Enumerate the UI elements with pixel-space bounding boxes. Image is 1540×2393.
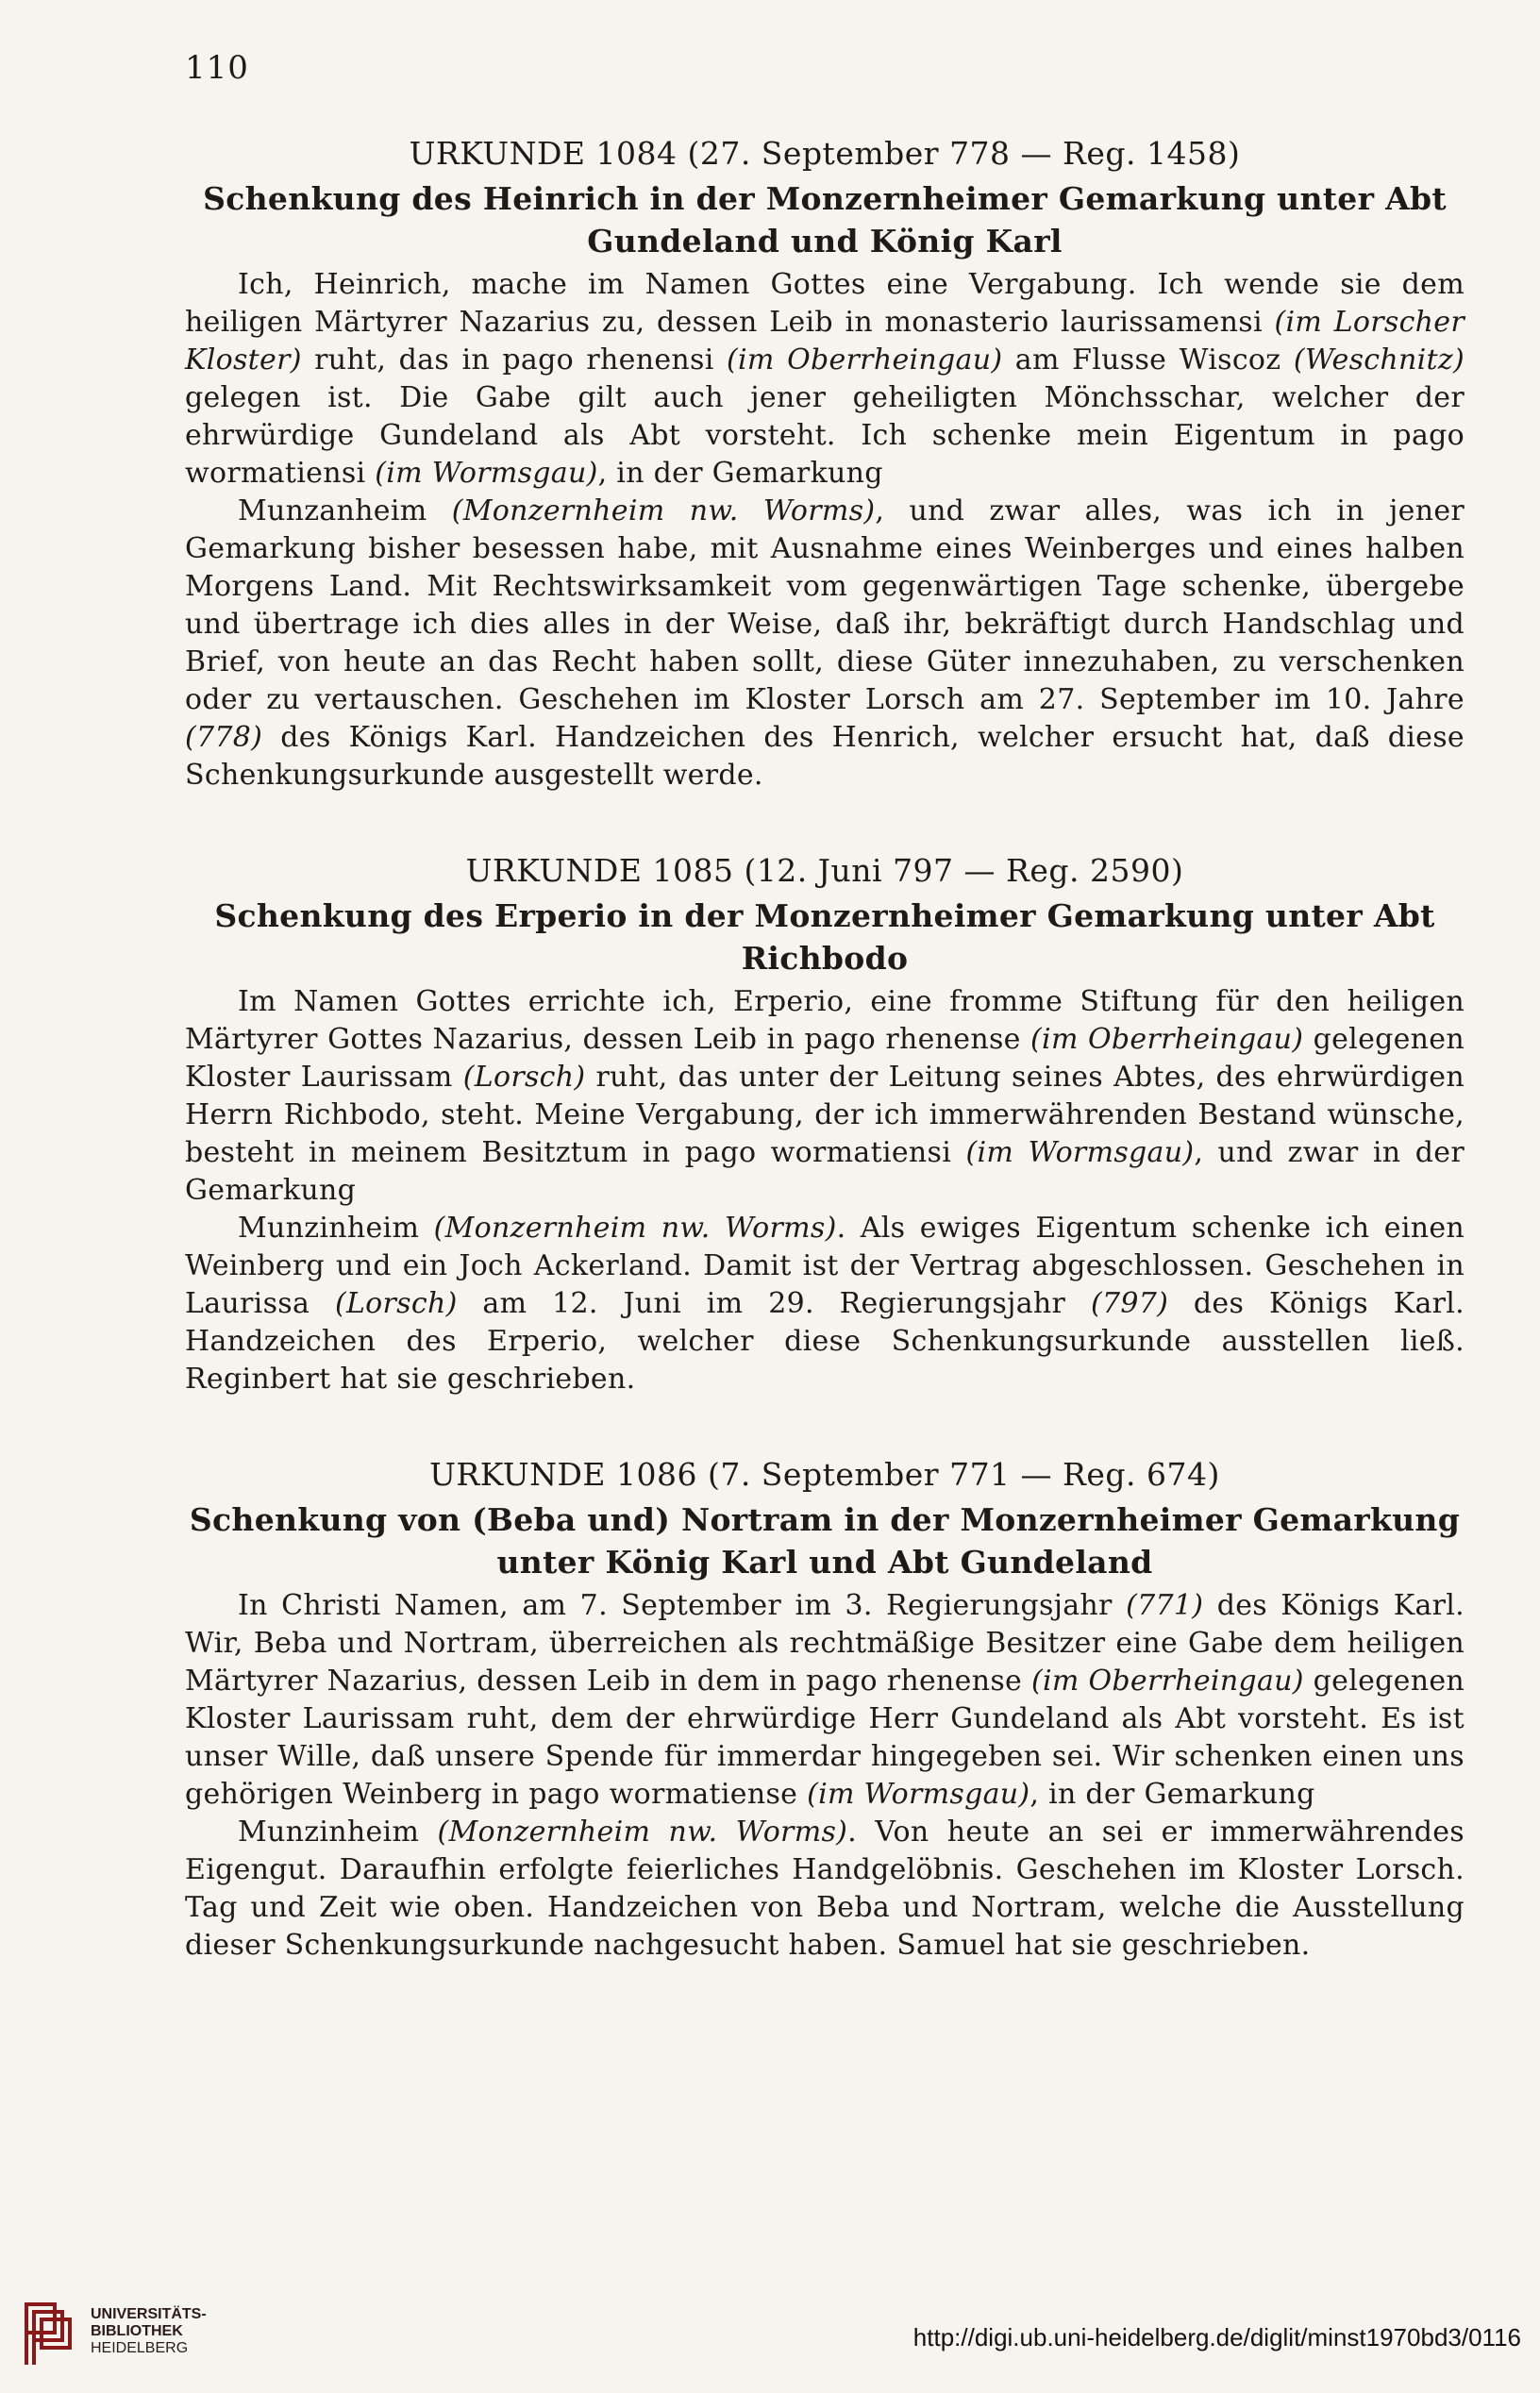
paragraph bbox=[185, 493, 1465, 795]
logo-strokes bbox=[26, 2304, 70, 2365]
text-run: ruht, das in pago rhenensi bbox=[301, 343, 728, 377]
text-run: gelegenen Kloster Laurissam bbox=[185, 1023, 1465, 1094]
section-title: Schenkung des Heinrich in der Monzernheimer Gemarkung unter Abt Gundeland und König Karl bbox=[203, 180, 1447, 259]
section-title: Schenkung des Erperio in der Monzernheimer Gemarkung unter Abt Richbodo bbox=[214, 897, 1435, 977]
text-run: gelegenen Kloster Laurissam ruht, dem der ehrwürdige Herr Gundeland als Abt vorsteht. Es ist unser Wille, daß unsere Spende für immerdar hingegeben sei. Wir schenken einen uns gehörigen Weinberg in pago wormatiense bbox=[185, 1665, 1465, 1811]
italic-gloss: (im Oberrheingau) bbox=[727, 343, 1003, 377]
footer bbox=[0, 2276, 1540, 2393]
italic-gloss: (Monzernheim nw. Worms) bbox=[437, 1816, 848, 1849]
text-run: ruht, das unter der Leitung seines Abtes, des ehrwürdigen Herrn Richbodo, steht. Meine Vergabung, der ich immerwährenden Bestand wünsche, besteht in meinem Besitztum in pago wormatiensi bbox=[185, 1061, 1465, 1169]
library-logo-icon bbox=[21, 2295, 83, 2370]
page-number: 110 bbox=[185, 49, 249, 87]
text-run: , und zwar alles, was ich in jener Gemarkung bisher besessen habe, mit Ausnahme eines Weinberges und eines halben Morgens Land. Mit Rechtswirksamkeit vom gegenwärtigen Tage schenke, übergebe und übertrage ich dies alles in der Weise, daß ihr, bekräftigt durch Handschlag und Brief, von heute an das Recht haben sollt, diese Güter innezuhaben, zu verschenken oder zu vertauschen. Geschehen im Kloster Lorsch am 27. September im 10. Jahre bbox=[185, 494, 1465, 716]
italic-gloss: (Weschnitz) bbox=[1293, 343, 1465, 377]
italic-gloss: (797) bbox=[1090, 1287, 1169, 1320]
text-run: Munzinheim bbox=[238, 1816, 438, 1849]
italic-gloss: (im Wormsgau) bbox=[375, 457, 598, 490]
text-run: Munzinheim bbox=[238, 1212, 434, 1245]
text-run: Im Namen Gottes errichte ich, Erperio, eine fromme Stiftung für den heiligen Märtyrer Gottes Nazarius, dessen Leib in pago rhenense bbox=[185, 985, 1465, 1056]
section-heading: URKUNDE 1085 (12. Juni 797 — Reg. 2590) bbox=[465, 852, 1184, 889]
paragraph bbox=[185, 1814, 1465, 1965]
section-heading: URKUNDE 1086 (7. September 771 — Reg. 674) bbox=[429, 1456, 1220, 1493]
italic-gloss: (Monzernheim nw. Worms) bbox=[433, 1212, 837, 1245]
text-run: In Christi Namen, am 7. September im 3. Regierungsjahr bbox=[238, 1589, 1127, 1622]
paragraph bbox=[185, 1587, 1465, 1814]
text-run: Munzanheim bbox=[238, 494, 452, 527]
text-run: am 12. Juni im 29. Regierungsjahr bbox=[457, 1287, 1091, 1320]
text-run: , in der Gemarkung bbox=[1029, 1778, 1315, 1811]
italic-gloss: (Lorsch) bbox=[462, 1061, 586, 1094]
italic-gloss: (im Wormsgau) bbox=[807, 1778, 1030, 1811]
italic-gloss: (778) bbox=[185, 721, 263, 754]
italic-gloss: (Monzernheim nw. Worms) bbox=[451, 494, 876, 527]
text-run: des Königs Karl. Handzeichen des Henrich, welcher ersucht hat, daß diese Schenkungsurkunde ausgestellt werde. bbox=[185, 721, 1465, 792]
library-name: UNIVERSITÄTS- BIBLIOTHEK HEIDELBERG bbox=[91, 2306, 207, 2356]
text-run: am Flusse Wiscoz bbox=[1002, 343, 1294, 377]
text-run: des Königs Karl. Handzeichen des Erperio, welcher diese Schenkungsurkunde ausstellen ließ. Reginbert hat sie geschrieben. bbox=[185, 1287, 1465, 1396]
text-run: , und zwar in der Gemarkung bbox=[185, 1136, 1465, 1207]
italic-gloss: (Lorsch) bbox=[334, 1287, 458, 1320]
paragraph bbox=[185, 1210, 1465, 1398]
text-run: . Von heute an sei er immerwährendes Eigengut. Daraufhin erfolgte feierliches Handgelöbnis. Geschehen im Kloster Lorsch. Tag und Zeit wie oben. Handzeichen von Beba und Nortram, welche die Ausstellung dieser Schenkungsurkunde nachgesucht haben. Samuel hat sie geschrieben. bbox=[185, 1816, 1465, 1962]
text-run: , in der Gemarkung bbox=[597, 457, 883, 490]
italic-gloss: (im Oberrheingau) bbox=[1030, 1665, 1304, 1698]
italic-gloss: (771) bbox=[1126, 1589, 1204, 1622]
text-run: des Königs Karl. Wir, Beba und Nortram, überreichen als rechtmäßige Besitzer eine Gabe dem heiligen Märtyrer Nazarius, dessen Leib in dem in pago rhenense bbox=[185, 1589, 1465, 1698]
text-run: Ich, Heinrich, mache im Namen Gottes eine Vergabung. Ich wende sie dem heiligen Märtyrer Nazarius zu, dessen Leib in monasterio laurissamensi bbox=[185, 268, 1465, 339]
urkunde-1084 bbox=[185, 132, 1465, 795]
section-title: Schenkung von (Beba und) Nortram in der Monzernheimer Gemarkung unter König Karl und Abt Gundeland bbox=[189, 1501, 1461, 1581]
italic-gloss: (im Oberrheingau) bbox=[1030, 1023, 1304, 1056]
text-run: gelegen ist. Die Gabe gilt auch jener geheiligten Mönchsschar, welcher der ehrwürdige Gundeland als Abt vorsteht. Ich schenke mein Eigentum in pago wormatiensi bbox=[185, 381, 1465, 490]
urkunde-1086 bbox=[185, 1453, 1465, 1965]
italic-gloss: (im Lorscher Kloster) bbox=[185, 306, 1465, 377]
text-run: . Als ewiges Eigentum schenke ich einen Weinberg und ein Joch Ackerland. Damit ist der Vertrag abgeschlossen. Geschehen in Laurissa bbox=[185, 1212, 1465, 1320]
paragraph bbox=[185, 266, 1465, 493]
document-body bbox=[185, 132, 1465, 2019]
section-heading: URKUNDE 1084 (27. September 778 — Reg. 1458) bbox=[409, 135, 1241, 172]
paragraph bbox=[185, 983, 1465, 1210]
urkunde-1085 bbox=[185, 849, 1465, 1398]
source-url-link[interactable]: http://digi.ub.uni-heidelberg.de/diglit/minst1970bd3/0116 bbox=[912, 2323, 1521, 2351]
italic-gloss: (im Wormsgau) bbox=[965, 1136, 1195, 1169]
